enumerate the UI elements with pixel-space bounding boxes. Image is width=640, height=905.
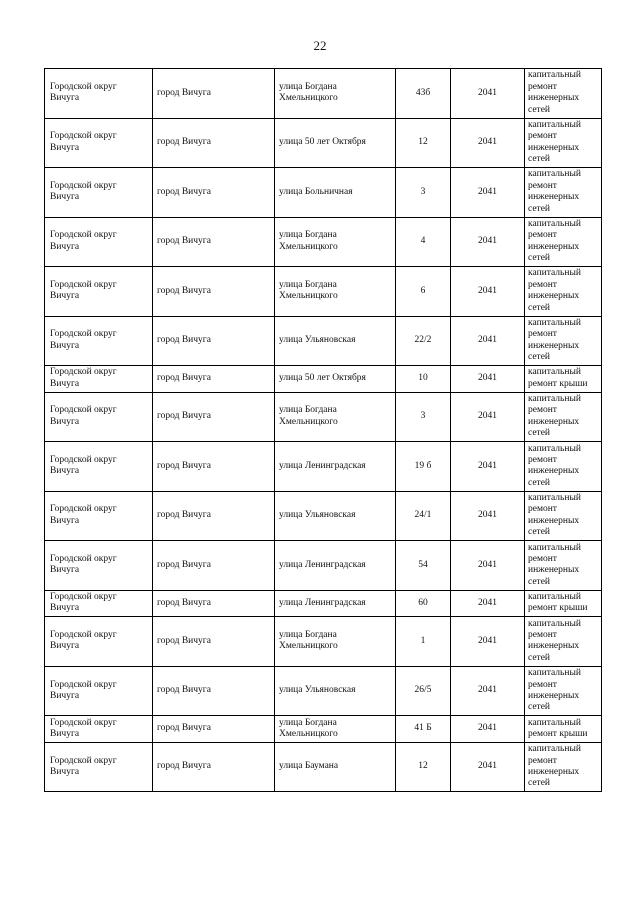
street-cell xyxy=(275,366,396,393)
house-number-cell xyxy=(396,666,451,716)
settlement-cell xyxy=(153,716,275,743)
work-type-cell-text: капитальный ремонт инженерных сетей xyxy=(528,268,581,313)
settlement-cell-text: город Вичуга xyxy=(157,87,211,98)
street-cell-text: улица Богдана Хмельницкого xyxy=(279,81,338,104)
house-number-cell-text: 43б xyxy=(415,87,431,98)
work-type-cell xyxy=(525,716,602,743)
year-cell xyxy=(451,491,525,541)
work-type-cell-text: капитальный ремонт инженерных сетей xyxy=(528,317,581,363)
table-row xyxy=(45,491,602,541)
district-cell xyxy=(45,442,153,492)
district-cell-text: Городской округ Вичуга xyxy=(50,717,117,739)
work-type-cell xyxy=(525,491,602,541)
year-cell xyxy=(451,716,525,743)
district-cell-text: Городской округ Вичуга xyxy=(50,279,117,302)
work-type-cell-text: капитальный ремонт инженерных сетей xyxy=(528,542,581,587)
house-number-cell-text: 12 xyxy=(418,761,428,772)
street-cell xyxy=(275,217,396,267)
house-number-cell-text: 1 xyxy=(420,635,426,646)
street-cell xyxy=(275,442,396,492)
district-cell xyxy=(45,742,153,792)
year-cell xyxy=(451,392,525,442)
house-number-cell xyxy=(396,491,451,541)
house-number-cell-text: 26/5 xyxy=(414,685,432,696)
district-cell-text: Городской округ Вичуга xyxy=(50,553,117,576)
house-number-cell xyxy=(396,392,451,442)
work-type-cell-text: капитальный ремонт крыши xyxy=(528,717,588,739)
district-cell xyxy=(45,217,153,267)
housing-repair-table xyxy=(44,68,602,792)
year-cell-text: 2041 xyxy=(478,335,497,346)
district-cell-text: Городской округ Вичуга xyxy=(50,592,117,614)
street-cell xyxy=(275,617,396,667)
work-type-cell-text: капитальный ремонт инженерных сетей xyxy=(528,443,581,488)
district-cell xyxy=(45,267,153,317)
house-number-cell xyxy=(396,316,451,366)
table-row xyxy=(45,316,602,366)
street-cell xyxy=(275,267,396,317)
district-cell xyxy=(45,316,153,366)
settlement-cell xyxy=(153,442,275,492)
house-number-cell xyxy=(396,716,451,743)
district-cell xyxy=(45,366,153,393)
year-cell-text: 2041 xyxy=(478,559,497,570)
settlement-cell-text: город Вичуга xyxy=(157,597,211,608)
settlement-cell xyxy=(153,217,275,267)
work-type-cell xyxy=(525,118,602,168)
settlement-cell-text: город Вичуга xyxy=(157,761,211,772)
year-cell xyxy=(451,590,525,617)
page-number: 22 xyxy=(313,38,327,53)
table-row xyxy=(45,267,602,317)
table-row xyxy=(45,716,602,743)
settlement-cell xyxy=(153,541,275,591)
work-type-cell-text: капитальный ремонт инженерных сетей xyxy=(528,744,581,789)
year-cell xyxy=(451,217,525,267)
year-cell-text: 2041 xyxy=(478,685,497,696)
work-type-cell xyxy=(525,666,602,716)
street-cell-text: улица Ленинградская xyxy=(279,597,366,608)
year-cell-text: 2041 xyxy=(478,87,497,98)
street-cell-text: улица 50 лет Октября xyxy=(279,137,366,148)
district-cell xyxy=(45,491,153,541)
settlement-cell-text: город Вичуга xyxy=(157,510,211,521)
settlement-cell xyxy=(153,742,275,792)
year-cell-text: 2041 xyxy=(478,723,497,734)
year-cell xyxy=(451,168,525,218)
work-type-cell xyxy=(525,217,602,267)
street-cell xyxy=(275,168,396,218)
house-number-cell xyxy=(396,742,451,792)
district-cell-text: Городской округ Вичуга xyxy=(50,630,117,652)
year-cell xyxy=(451,666,525,716)
house-number-cell xyxy=(396,541,451,591)
settlement-cell xyxy=(153,316,275,366)
settlement-cell-text: город Вичуга xyxy=(157,373,211,384)
house-number-cell xyxy=(396,590,451,617)
house-number-cell-text: 10 xyxy=(418,373,428,384)
settlement-cell-text: город Вичуга xyxy=(157,635,211,646)
district-cell xyxy=(45,118,153,168)
year-cell xyxy=(451,541,525,591)
street-cell xyxy=(275,118,396,168)
settlement-cell xyxy=(153,666,275,716)
settlement-cell xyxy=(153,366,275,393)
work-type-cell-text: капитальный ремонт инженерных сетей xyxy=(528,119,581,165)
district-cell-text: Городской округ Вичуга xyxy=(50,504,117,526)
house-number-cell xyxy=(396,267,451,317)
street-cell-text: улица Богдана Хмельницкого xyxy=(279,630,338,652)
district-cell-text: Городской округ Вичуга xyxy=(50,679,117,701)
table-row xyxy=(45,69,602,119)
street-cell-text: улица Богдана Хмельницкого xyxy=(279,230,338,252)
work-type-cell-text: капитальный ремонт инженерных сетей xyxy=(528,169,581,214)
street-cell xyxy=(275,491,396,541)
year-cell-text: 2041 xyxy=(478,510,497,521)
work-type-cell-text: капитальный ремонт крыши xyxy=(528,367,588,389)
district-cell-text: Городской округ Вичуга xyxy=(50,454,117,477)
table-row xyxy=(45,168,602,218)
street-cell xyxy=(275,666,396,716)
street-cell-text: улица Ленинградская xyxy=(279,559,366,570)
house-number-cell-text: 4 xyxy=(420,236,426,247)
work-type-cell-text: капитальный ремонт инженерных сетей xyxy=(528,618,581,663)
house-number-cell-text: 12 xyxy=(418,137,428,148)
district-cell-text: Городской округ Вичуга xyxy=(50,405,117,427)
district-cell-text: Городской округ Вичуга xyxy=(50,131,117,153)
district-cell xyxy=(45,590,153,617)
house-number-cell xyxy=(396,617,451,667)
street-cell xyxy=(275,742,396,792)
work-type-cell xyxy=(525,541,602,591)
district-cell xyxy=(45,168,153,218)
district-cell-text: Городской округ Вичуга xyxy=(50,329,117,351)
house-number-cell-text: 60 xyxy=(418,597,428,608)
year-cell xyxy=(451,118,525,168)
settlement-cell-text: город Вичуга xyxy=(157,137,211,148)
work-type-cell-text: капитальный ремонт инженерных сетей xyxy=(528,394,581,439)
table-body xyxy=(45,69,602,792)
house-number-cell xyxy=(396,118,451,168)
district-cell-text: Городской округ Вичуга xyxy=(50,755,117,778)
year-cell xyxy=(451,617,525,667)
settlement-cell xyxy=(153,617,275,667)
year-cell-text: 2041 xyxy=(478,236,497,247)
settlement-cell-text: город Вичуга xyxy=(157,285,211,296)
house-number-cell xyxy=(396,69,451,119)
house-number-cell xyxy=(396,168,451,218)
table-row xyxy=(45,541,602,591)
settlement-cell-text: город Вичуга xyxy=(157,685,211,696)
work-type-cell xyxy=(525,617,602,667)
street-cell xyxy=(275,69,396,119)
district-cell-text: Городской округ Вичуга xyxy=(50,230,117,252)
work-type-cell xyxy=(525,392,602,442)
house-number-cell-text: 19 б xyxy=(414,460,432,471)
house-number-cell-text: 54 xyxy=(418,559,428,570)
settlement-cell-text: город Вичуга xyxy=(157,236,211,247)
house-number-cell xyxy=(396,442,451,492)
street-cell-text: улица Баумана xyxy=(279,761,339,772)
table-row xyxy=(45,217,602,267)
work-type-cell xyxy=(525,742,602,792)
year-cell-text: 2041 xyxy=(478,635,497,646)
house-number-cell-text: 24/1 xyxy=(414,510,432,521)
table-row xyxy=(45,666,602,716)
district-cell-text: Городской округ Вичуга xyxy=(50,180,117,203)
table-row xyxy=(45,366,602,393)
year-cell xyxy=(451,366,525,393)
year-cell-text: 2041 xyxy=(478,597,497,608)
house-number-cell-text: 22/2 xyxy=(414,335,432,346)
work-type-cell-text: капитальный ремонт крыши xyxy=(528,592,588,614)
work-type-cell xyxy=(525,69,602,119)
year-cell-text: 2041 xyxy=(478,411,497,422)
work-type-cell-text: капитальный ремонт инженерных сетей xyxy=(528,70,581,115)
house-number-cell-text: 6 xyxy=(420,285,426,296)
settlement-cell xyxy=(153,491,275,541)
settlement-cell-text: город Вичуга xyxy=(157,559,211,570)
settlement-cell-text: город Вичуга xyxy=(157,460,211,471)
settlement-cell xyxy=(153,168,275,218)
table-row xyxy=(45,742,602,792)
settlement-cell-text: город Вичуга xyxy=(157,411,211,422)
house-number-cell-text: 3 xyxy=(420,411,426,422)
year-cell-text: 2041 xyxy=(478,186,497,197)
house-number-cell xyxy=(396,217,451,267)
year-cell-text: 2041 xyxy=(478,761,497,772)
district-cell-text: Городской округ Вичуга xyxy=(50,367,117,389)
district-cell xyxy=(45,392,153,442)
table-row xyxy=(45,118,602,168)
street-cell-text: улица Ульяновская xyxy=(279,510,356,521)
work-type-cell xyxy=(525,316,602,366)
work-type-cell-text: капитальный ремонт инженерных сетей xyxy=(528,668,581,713)
district-cell xyxy=(45,617,153,667)
district-cell xyxy=(45,716,153,743)
district-cell xyxy=(45,666,153,716)
street-cell-text: улица Богдана Хмельницкого xyxy=(279,279,338,302)
street-cell xyxy=(275,716,396,743)
work-type-cell xyxy=(525,366,602,393)
house-number-cell-text: 41 Б xyxy=(414,723,432,734)
house-number-cell xyxy=(396,366,451,393)
street-cell-text: улица Больничная xyxy=(279,186,353,197)
district-cell xyxy=(45,69,153,119)
work-type-cell xyxy=(525,168,602,218)
year-cell-text: 2041 xyxy=(478,137,497,148)
settlement-cell-text: город Вичуга xyxy=(157,186,211,197)
work-type-cell-text: капитальный ремонт инженерных сетей xyxy=(528,218,581,264)
street-cell-text: улица Ульяновская xyxy=(279,685,356,696)
year-cell xyxy=(451,69,525,119)
year-cell-text: 2041 xyxy=(478,373,497,384)
table-row xyxy=(45,442,602,492)
year-cell xyxy=(451,442,525,492)
year-cell xyxy=(451,267,525,317)
settlement-cell xyxy=(153,267,275,317)
work-type-cell xyxy=(525,267,602,317)
street-cell-text: улица Ульяновская xyxy=(279,335,356,346)
street-cell xyxy=(275,316,396,366)
work-type-cell xyxy=(525,442,602,492)
year-cell xyxy=(451,316,525,366)
settlement-cell xyxy=(153,590,275,617)
house-number-cell-text: 3 xyxy=(420,186,426,197)
settlement-cell xyxy=(153,69,275,119)
year-cell-text: 2041 xyxy=(478,460,497,471)
district-cell-text: Городской округ Вичуга xyxy=(50,81,117,104)
street-cell-text: улица Богдана Хмельницкого xyxy=(279,405,338,427)
settlement-cell xyxy=(153,392,275,442)
settlement-cell xyxy=(153,118,275,168)
street-cell-text: улица Ленинградская xyxy=(279,460,366,471)
settlement-cell-text: город Вичуга xyxy=(157,335,211,346)
district-cell xyxy=(45,541,153,591)
year-cell-text: 2041 xyxy=(478,285,497,296)
year-cell xyxy=(451,742,525,792)
table-row xyxy=(45,590,602,617)
work-type-cell-text: капитальный ремонт инженерных сетей xyxy=(528,493,581,538)
settlement-cell-text: город Вичуга xyxy=(157,723,211,734)
street-cell xyxy=(275,541,396,591)
table-row xyxy=(45,617,602,667)
table-row xyxy=(45,392,602,442)
street-cell-text: улица 50 лет Октября xyxy=(279,373,366,384)
street-cell xyxy=(275,392,396,442)
work-type-cell xyxy=(525,590,602,617)
street-cell-text: улица Богдана Хмельницкого xyxy=(279,717,338,739)
street-cell xyxy=(275,590,396,617)
